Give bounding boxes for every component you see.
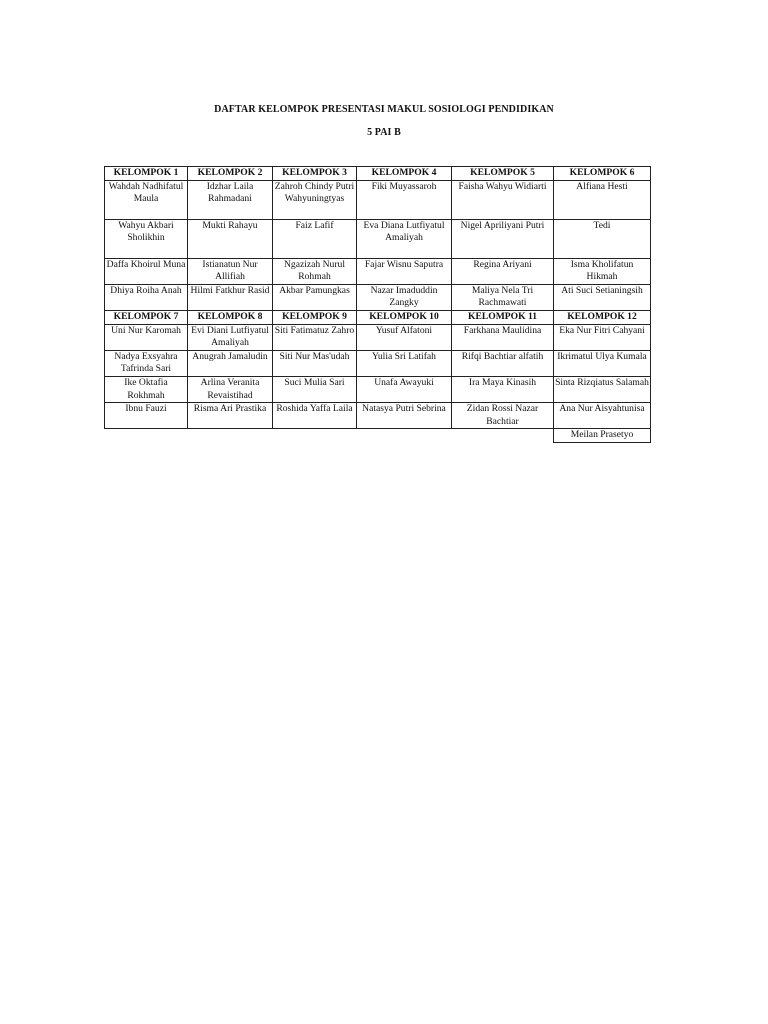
member-cell: Ira Maya Kinasih [452, 376, 554, 402]
table-row [105, 350, 651, 376]
member-cell: Arlina Veranita Revaistihad [188, 376, 273, 402]
member-cell: Ike Oktafia Rokhmah [105, 376, 188, 402]
member-cell: Regina Ariyani [452, 258, 554, 284]
group-header: KELOMPOK 7 [105, 310, 188, 324]
member-cell: Wahdah Nadhifatul Maula [105, 180, 188, 219]
member-cell: Tedi [554, 219, 651, 258]
group-header: KELOMPOK 6 [554, 167, 651, 181]
member-cell: Idzhar Laila Rahmadani [188, 180, 273, 219]
table-header-row [105, 310, 651, 324]
member-cell: Eva Diana Lutfiyatul Amaliyah [357, 219, 452, 258]
empty-cell [188, 429, 273, 443]
table-header-row [105, 167, 651, 181]
group-header: KELOMPOK 10 [357, 310, 452, 324]
group-header: KELOMPOK 1 [105, 167, 188, 181]
member-cell: Nadya Exsyahra Tafrinda Sari [105, 350, 188, 376]
group-header: KELOMPOK 11 [452, 310, 554, 324]
member-cell: Yusuf Alfatoni [357, 324, 452, 350]
member-cell: Eka Nur Fitri Cahyani [554, 324, 651, 350]
member-cell: Alfiana Hesti [554, 180, 651, 219]
member-cell: Nazar Imaduddin Zangky [357, 284, 452, 310]
member-cell: Zidan Rossi Nazar Bachtiar [452, 403, 554, 429]
member-cell: Hilmi Fatkhur Rasid [188, 284, 273, 310]
member-cell: Suci Mulia Sari [273, 376, 357, 402]
table-row [105, 324, 651, 350]
table-row [105, 180, 651, 219]
member-cell: Ibnu Fauzi [105, 403, 188, 429]
member-cell: Roshida Yaffa Laila [273, 403, 357, 429]
member-cell: Anugrah Jamaludin [188, 350, 273, 376]
member-cell: Istianatun Nur Allifiah [188, 258, 273, 284]
group-header: KELOMPOK 12 [554, 310, 651, 324]
member-cell: Uni Nur Karomah [105, 324, 188, 350]
member-cell: Farkhana Maulidina [452, 324, 554, 350]
member-cell: Siti Fatimatuz Zahro [273, 324, 357, 350]
member-cell: Fiki Muyassaroh [357, 180, 452, 219]
member-cell: Natasya Putri Sebrina [357, 403, 452, 429]
table-row [105, 403, 651, 429]
group-header: KELOMPOK 5 [452, 167, 554, 181]
member-cell: Zahroh Chindy Putri Wahyuningtyas [273, 180, 357, 219]
table-row [105, 258, 651, 284]
member-cell: Mukti Rahayu [188, 219, 273, 258]
member-cell: Rifqi Bachtiar alfatih [452, 350, 554, 376]
member-cell: Yulia Sri Latifah [357, 350, 452, 376]
member-cell: Ati Suci Setianingsih [554, 284, 651, 310]
member-cell: Faiz Lafif [273, 219, 357, 258]
group-header: KELOMPOK 3 [273, 167, 357, 181]
group-header: KELOMPOK 8 [188, 310, 273, 324]
group-table [104, 166, 651, 443]
group-header: KELOMPOK 2 [188, 167, 273, 181]
member-cell: Faisha Wahyu Widiarti [452, 180, 554, 219]
member-cell: Daffa Khoirul Muna [105, 258, 188, 284]
group-header: KELOMPOK 4 [357, 167, 452, 181]
table-row [105, 219, 651, 258]
empty-cell [452, 429, 554, 443]
member-cell: Maliya Nela Tri Rachmawati [452, 284, 554, 310]
member-cell: Ngazizah Nurul Rohmah [273, 258, 357, 284]
member-cell: Ana Nur Aisyahtunisa [554, 403, 651, 429]
member-cell: Evi Diani Lutfiyatul Amaliyah [188, 324, 273, 350]
empty-cell [105, 429, 188, 443]
member-cell: Risma Ari Prastika [188, 403, 273, 429]
member-cell: Nigel Apriliyani Putri [452, 219, 554, 258]
table-row [105, 376, 651, 402]
member-cell: Meilan Prasetyo [554, 429, 651, 443]
group-header: KELOMPOK 9 [273, 310, 357, 324]
member-cell: Unafa Awayuki [357, 376, 452, 402]
member-cell: Sinta Rizqiatus Salamah [554, 376, 651, 402]
member-cell: Isma Kholifatun Hikmah [554, 258, 651, 284]
empty-cell [273, 429, 357, 443]
member-cell: Ikrimatul Ulya Kumala [554, 350, 651, 376]
member-cell: Wahyu Akbari Sholikhin [105, 219, 188, 258]
document-title: DAFTAR KELOMPOK PRESENTASI MAKUL SOSIOLOGI PENDIDIKAN [214, 104, 554, 115]
document-subtitle: 5 PAI B [367, 127, 401, 138]
table-row [105, 284, 651, 310]
member-cell: Fajar Wisnu Saputra [357, 258, 452, 284]
table-row [105, 429, 651, 443]
empty-cell [357, 429, 452, 443]
member-cell: Dhiya Roiha Anah [105, 284, 188, 310]
member-cell: Siti Nur Mas'udah [273, 350, 357, 376]
member-cell: Akbar Pamungkas [273, 284, 357, 310]
